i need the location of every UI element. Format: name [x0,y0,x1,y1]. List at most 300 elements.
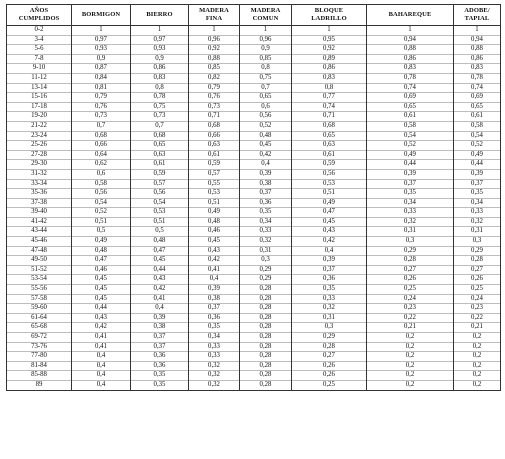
cell-madera-fina: 0,63 [189,141,240,151]
table-row [7,26,501,36]
cell-bahareque: 0,2 [367,352,454,362]
cell-hierro: 0,47 [131,246,189,256]
header-adobe-tapial: ADOBE/ TAPIAL [454,5,501,26]
cell-madera-comun: 0,29 [240,275,292,285]
cell-adobe-tapial: 0,35 [454,189,501,199]
cell-adobe-tapial: 0,2 [454,352,501,362]
cell-hormigon: 0,45 [72,285,131,295]
cell-madera-fina: 0,66 [189,131,240,141]
cell-bahareque: 0,69 [367,93,454,103]
cell-madera-comun: 0,28 [240,313,292,323]
cell-bahareque: 0,22 [367,313,454,323]
cell-madera-comun: 0,28 [240,380,292,390]
cell-adobe-tapial: 0,21 [454,323,501,333]
cell-bloque-ladrillo: 0,65 [292,131,367,141]
cell-age-range: 37-38 [7,198,72,208]
cell-adobe-tapial: 0,2 [454,333,501,343]
cell-age-range: 7-8 [7,54,72,64]
cell-madera-comun: 0,42 [240,150,292,160]
cell-age-range: 57-58 [7,294,72,304]
cell-madera-fina: 0,33 [189,352,240,362]
cell-age-range: 69-72 [7,333,72,343]
table-row [7,35,501,45]
cell-bloque-ladrillo: 0,26 [292,361,367,371]
cell-madera-comun: 0,4 [240,160,292,170]
cell-bahareque: 0,35 [367,189,454,199]
cell-hormigon: 0,44 [72,304,131,314]
cell-bloque-ladrillo: 0,59 [292,160,367,170]
cell-bahareque: 0,65 [367,102,454,112]
cell-bloque-ladrillo: 0,29 [292,333,367,343]
cell-madera-comun: 0,45 [240,141,292,151]
cell-hormigon: 0,64 [72,150,131,160]
cell-madera-fina: 0,49 [189,208,240,218]
header-madera-comun: MADERA COMUN [240,5,292,26]
depreciation-table [6,4,501,391]
cell-madera-comun: 0,37 [240,189,292,199]
cell-bloque-ladrillo: 0,3 [292,323,367,333]
table-row [7,208,501,218]
cell-hierro: 0,59 [131,169,189,179]
cell-age-range: 61-64 [7,313,72,323]
cell-madera-fina: 0,61 [189,150,240,160]
cell-age-range: 11-12 [7,73,72,83]
cell-adobe-tapial: 0,2 [454,342,501,352]
cell-hormigon: 0,4 [72,361,131,371]
cell-madera-comun: 0,96 [240,35,292,45]
cell-bloque-ladrillo: 0,68 [292,121,367,131]
cell-age-range: 25-26 [7,141,72,151]
table-row [7,169,501,179]
cell-madera-comun: 0,9 [240,45,292,55]
cell-madera-comun: 0,52 [240,121,292,131]
cell-hierro: 0,43 [131,275,189,285]
cell-hierro: 0,51 [131,217,189,227]
cell-bloque-ladrillo: 0,89 [292,54,367,64]
cell-madera-comun: 0,28 [240,323,292,333]
cell-hormigon: 0,54 [72,198,131,208]
cell-age-range: 3-4 [7,35,72,45]
cell-madera-fina: 0,76 [189,93,240,103]
cell-madera-comun: 0,56 [240,112,292,122]
document-page [6,4,500,391]
cell-madera-fina: 0,38 [189,294,240,304]
cell-hormigon: 0,58 [72,179,131,189]
table-row [7,294,501,304]
table-row [7,198,501,208]
cell-age-range: 85-88 [7,371,72,381]
cell-bloque-ladrillo: 0,4 [292,246,367,256]
cell-madera-comun: 0,6 [240,102,292,112]
header-anos-cumplidos: AÑOS CUMPLIDOS [7,5,72,26]
cell-hierro: 0,56 [131,189,189,199]
cell-adobe-tapial: 0,88 [454,45,501,55]
header-bahareque: BAHAREQUE [367,5,454,26]
table-row [7,217,501,227]
cell-madera-fina: 0,36 [189,313,240,323]
cell-bloque-ladrillo: 0,28 [292,342,367,352]
cell-hierro: 0,53 [131,208,189,218]
cell-madera-comun: 0,29 [240,265,292,275]
cell-age-range: 81-84 [7,361,72,371]
cell-bloque-ladrillo: 0,95 [292,35,367,45]
table-row [7,45,501,55]
cell-hierro: 0,37 [131,342,189,352]
header-hierro: BIERRO [131,5,189,26]
cell-madera-fina: 0,46 [189,227,240,237]
cell-bahareque: 0,25 [367,285,454,295]
cell-hierro: 0,93 [131,45,189,55]
cell-madera-comun: 0,65 [240,93,292,103]
cell-hormigon: 0,4 [72,371,131,381]
cell-hormigon: 0,46 [72,265,131,275]
cell-madera-fina: 0,59 [189,160,240,170]
cell-hormigon: 0,47 [72,256,131,266]
cell-age-range: 0-2 [7,26,72,36]
cell-age-range: 89 [7,380,72,390]
cell-age-range: 33-34 [7,179,72,189]
cell-madera-fina: 0,39 [189,285,240,295]
table-row [7,54,501,64]
cell-bahareque: 0,54 [367,131,454,141]
table-row [7,150,501,160]
cell-hierro: 0,9 [131,54,189,64]
cell-hormigon: 0,62 [72,160,131,170]
cell-madera-fina: 0,92 [189,45,240,55]
cell-madera-comun: 0,36 [240,198,292,208]
table-row [7,265,501,275]
cell-hormigon: 0,51 [72,217,131,227]
cell-hierro: 0,39 [131,313,189,323]
cell-bahareque: 0,2 [367,342,454,352]
cell-age-range: 53-54 [7,275,72,285]
cell-hormigon: 0,4 [72,380,131,390]
cell-age-range: 65-68 [7,323,72,333]
cell-bloque-ladrillo: 0,63 [292,141,367,151]
table-row [7,237,501,247]
cell-madera-fina: 0,68 [189,121,240,131]
cell-bahareque: 0,28 [367,256,454,266]
cell-bloque-ladrillo: 1 [292,26,367,36]
cell-madera-comun: 0,35 [240,208,292,218]
table-row [7,131,501,141]
cell-madera-fina: 0,88 [189,54,240,64]
cell-hierro: 0,38 [131,323,189,333]
cell-adobe-tapial: 0,26 [454,275,501,285]
table-row [7,323,501,333]
cell-age-range: 73-76 [7,342,72,352]
cell-adobe-tapial: 0,24 [454,294,501,304]
cell-hormigon: 0,4 [72,352,131,362]
cell-bloque-ladrillo: 0,61 [292,150,367,160]
cell-madera-fina: 0,32 [189,380,240,390]
cell-hormigon: 0,68 [72,131,131,141]
cell-bloque-ladrillo: 0,35 [292,285,367,295]
cell-adobe-tapial: 0,39 [454,169,501,179]
cell-bloque-ladrillo: 0,39 [292,256,367,266]
cell-age-range: 35-36 [7,189,72,199]
cell-hormigon: 0,97 [72,35,131,45]
cell-bahareque: 1 [367,26,454,36]
header-madera-fina: MADERA FINA [189,5,240,26]
cell-bahareque: 0,83 [367,64,454,74]
cell-bloque-ladrillo: 0,8 [292,83,367,93]
cell-madera-comun: 0,28 [240,342,292,352]
cell-bloque-ladrillo: 0,32 [292,304,367,314]
cell-hierro: 0,8 [131,83,189,93]
table-body [7,26,501,391]
cell-hormigon: 0,42 [72,323,131,333]
table-row [7,112,501,122]
cell-madera-fina: 0,4 [189,275,240,285]
cell-madera-fina: 0,96 [189,35,240,45]
cell-adobe-tapial: 0,2 [454,361,501,371]
cell-hormigon: 0,73 [72,112,131,122]
cell-bloque-ladrillo: 0,53 [292,179,367,189]
cell-hierro: 0,36 [131,361,189,371]
cell-hierro: 0,86 [131,64,189,74]
header-hormigon: BORMIGON [72,5,131,26]
cell-adobe-tapial: 0,54 [454,131,501,141]
cell-hormigon: 0,49 [72,237,131,247]
header-row [7,5,501,26]
cell-adobe-tapial: 0,25 [454,285,501,295]
cell-hierro: 0,63 [131,150,189,160]
table-row [7,64,501,74]
cell-age-range: 13-14 [7,83,72,93]
cell-bloque-ladrillo: 0,27 [292,352,367,362]
cell-adobe-tapial: 0,65 [454,102,501,112]
cell-madera-fina: 0,45 [189,237,240,247]
cell-bahareque: 0,52 [367,141,454,151]
cell-hierro: 0,65 [131,141,189,151]
cell-adobe-tapial: 0,2 [454,371,501,381]
cell-hormigon: 0,84 [72,73,131,83]
cell-bahareque: 0,31 [367,227,454,237]
cell-madera-fina: 0,79 [189,83,240,93]
cell-bloque-ladrillo: 0,45 [292,217,367,227]
cell-age-range: 49-50 [7,256,72,266]
cell-madera-comun: 0,34 [240,217,292,227]
cell-bahareque: 0,27 [367,265,454,275]
cell-madera-comun: 0,28 [240,371,292,381]
cell-bahareque: 0,23 [367,304,454,314]
cell-hierro: 1 [131,26,189,36]
cell-madera-fina: 0,73 [189,102,240,112]
cell-bahareque: 0,86 [367,54,454,64]
cell-madera-comun: 0,28 [240,333,292,343]
cell-madera-comun: 0,8 [240,64,292,74]
cell-madera-fina: 0,53 [189,189,240,199]
cell-adobe-tapial: 0,23 [454,304,501,314]
table-row [7,102,501,112]
cell-bloque-ladrillo: 0,36 [292,275,367,285]
cell-hierro: 0,75 [131,102,189,112]
cell-age-range: 19-20 [7,112,72,122]
cell-madera-fina: 0,48 [189,217,240,227]
cell-madera-comun: 0,48 [240,131,292,141]
cell-adobe-tapial: 0,86 [454,54,501,64]
cell-age-range: 23-24 [7,131,72,141]
cell-adobe-tapial: 0,61 [454,112,501,122]
cell-age-range: 31-32 [7,169,72,179]
header-bloque-ladrillo: BLOQUE LADRILLO [292,5,367,26]
cell-hierro: 0,41 [131,294,189,304]
cell-hierro: 0,73 [131,112,189,122]
cell-bahareque: 0,78 [367,73,454,83]
table-row [7,304,501,314]
table-row [7,121,501,131]
cell-age-range: 39-40 [7,208,72,218]
cell-bahareque: 0,2 [367,380,454,390]
cell-hierro: 0,7 [131,121,189,131]
cell-adobe-tapial: 0,2 [454,380,501,390]
table-row [7,83,501,93]
table-row [7,141,501,151]
table-row [7,179,501,189]
cell-adobe-tapial: 0,78 [454,73,501,83]
cell-hormigon: 0,81 [72,83,131,93]
cell-hormigon: 1 [72,26,131,36]
cell-hierro: 0,42 [131,285,189,295]
cell-hormigon: 0,9 [72,54,131,64]
cell-hormigon: 0,45 [72,275,131,285]
cell-adobe-tapial: 0,32 [454,217,501,227]
cell-hierro: 0,44 [131,265,189,275]
cell-adobe-tapial: 0,29 [454,246,501,256]
cell-age-range: 21-22 [7,121,72,131]
cell-bloque-ladrillo: 0,74 [292,102,367,112]
cell-hierro: 0,37 [131,333,189,343]
cell-madera-comun: 0,39 [240,169,292,179]
cell-madera-comun: 0,7 [240,83,292,93]
table-row [7,275,501,285]
cell-bloque-ladrillo: 0,56 [292,169,367,179]
cell-bloque-ladrillo: 0,31 [292,313,367,323]
cell-adobe-tapial: 1 [454,26,501,36]
cell-bloque-ladrillo: 0,25 [292,380,367,390]
cell-madera-fina: 0,57 [189,169,240,179]
cell-madera-fina: 0,55 [189,179,240,189]
cell-age-range: 47-48 [7,246,72,256]
cell-age-range: 17-18 [7,102,72,112]
cell-adobe-tapial: 0,58 [454,121,501,131]
cell-madera-fina: 0,37 [189,304,240,314]
cell-hormigon: 0,87 [72,64,131,74]
table-row [7,371,501,381]
cell-hierro: 0,45 [131,256,189,266]
cell-madera-comun: 0,28 [240,294,292,304]
cell-hierro: 0,5 [131,227,189,237]
cell-hierro: 0,36 [131,352,189,362]
cell-bloque-ladrillo: 0,83 [292,73,367,83]
cell-adobe-tapial: 0,3 [454,237,501,247]
cell-bloque-ladrillo: 0,43 [292,227,367,237]
cell-hormigon: 0,7 [72,121,131,131]
cell-age-range: 77-80 [7,352,72,362]
table-row [7,246,501,256]
cell-hormigon: 0,48 [72,246,131,256]
cell-bahareque: 0,74 [367,83,454,93]
cell-bloque-ladrillo: 0,47 [292,208,367,218]
cell-hierro: 0,57 [131,179,189,189]
cell-hormigon: 0,6 [72,169,131,179]
cell-adobe-tapial: 0,37 [454,179,501,189]
cell-bloque-ladrillo: 0,26 [292,371,367,381]
cell-age-range: 5-6 [7,45,72,55]
cell-age-range: 43-44 [7,227,72,237]
cell-hormigon: 0,93 [72,45,131,55]
cell-madera-fina: 1 [189,26,240,36]
cell-adobe-tapial: 0,69 [454,93,501,103]
cell-hormigon: 0,76 [72,102,131,112]
cell-madera-comun: 0,33 [240,227,292,237]
table-row [7,256,501,266]
cell-bahareque: 0,21 [367,323,454,333]
cell-hierro: 0,78 [131,93,189,103]
cell-madera-comun: 0,85 [240,54,292,64]
cell-hormigon: 0,45 [72,294,131,304]
cell-age-range: 15-16 [7,93,72,103]
cell-hormigon: 0,41 [72,342,131,352]
cell-bahareque: 0,34 [367,198,454,208]
cell-madera-comun: 0,38 [240,179,292,189]
cell-bloque-ladrillo: 0,51 [292,189,367,199]
cell-bahareque: 0,2 [367,361,454,371]
cell-bloque-ladrillo: 0,42 [292,237,367,247]
cell-bloque-ladrillo: 0,37 [292,265,367,275]
cell-bahareque: 0,94 [367,35,454,45]
cell-adobe-tapial: 0,94 [454,35,501,45]
cell-age-range: 59-60 [7,304,72,314]
cell-madera-comun: 0,31 [240,246,292,256]
cell-age-range: 51-52 [7,265,72,275]
cell-madera-comun: 0,28 [240,352,292,362]
cell-hierro: 0,83 [131,73,189,83]
cell-madera-fina: 0,41 [189,265,240,275]
cell-hormigon: 0,52 [72,208,131,218]
cell-bahareque: 0,26 [367,275,454,285]
table-row [7,313,501,323]
table-row [7,342,501,352]
cell-adobe-tapial: 0,52 [454,141,501,151]
cell-hierro: 0,48 [131,237,189,247]
cell-bahareque: 0,61 [367,112,454,122]
cell-madera-fina: 0,42 [189,256,240,266]
cell-bahareque: 0,39 [367,169,454,179]
cell-age-range: 45-46 [7,237,72,247]
cell-madera-fina: 0,71 [189,112,240,122]
cell-hormigon: 0,56 [72,189,131,199]
cell-hormigon: 0,66 [72,141,131,151]
cell-bahareque: 0,29 [367,246,454,256]
cell-age-range: 55-56 [7,285,72,295]
cell-hierro: 0,35 [131,371,189,381]
cell-bahareque: 0,32 [367,217,454,227]
cell-hierro: 0,35 [131,380,189,390]
table-row [7,333,501,343]
cell-bahareque: 0,2 [367,371,454,381]
cell-madera-comun: 1 [240,26,292,36]
cell-madera-fina: 0,33 [189,342,240,352]
table-row [7,93,501,103]
cell-hormigon: 0,79 [72,93,131,103]
cell-hierro: 0,68 [131,131,189,141]
cell-adobe-tapial: 0,28 [454,256,501,266]
cell-hierro: 0,61 [131,160,189,170]
cell-bahareque: 0,2 [367,333,454,343]
cell-hierro: 0,97 [131,35,189,45]
